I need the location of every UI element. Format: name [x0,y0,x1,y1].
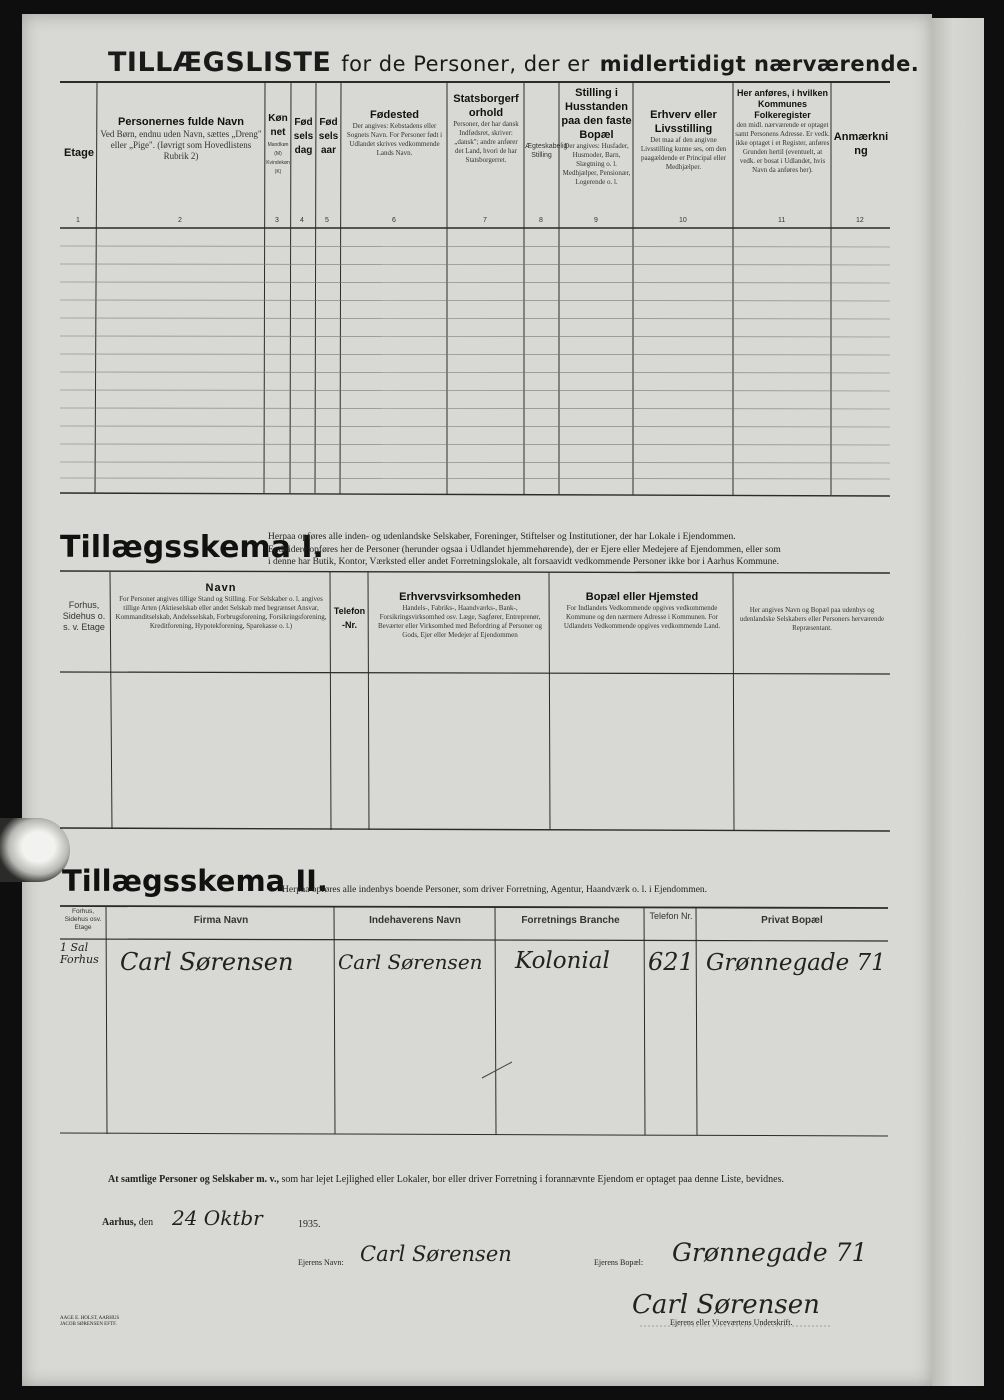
col-num: 9 [594,217,598,224]
col3-head: Kønnet Mandkøn (M) Kvindekøn (K) [266,113,290,175]
handwritten-firma: Carl Sørensen [120,948,294,976]
skema1-title: Tillægsskema I. [60,530,324,565]
col-num: 10 [679,217,687,224]
year: 1935. [298,1219,321,1230]
handwritten-signature: Carl Sørensen [632,1290,820,1320]
col-num: 8 [539,217,543,224]
printer-imprint: AAGE E. HOLST, AARHUS JACOB SØRENSEN EFTF. [60,1316,120,1327]
col9-head: Stilling i Husstanden paa den faste Bopæl Der angives: Husfader, Husmoder, Barn, Slægtning o. l. Medhjælper, Pensionær, Logerende o. l. [561,87,632,186]
col-num: 6 [392,217,396,224]
handwritten-owner-name: Carl Sørensen [360,1242,512,1266]
handwritten-owner-address: Grønnegade 71 [672,1238,868,1267]
s2-col-telefon: Telefon Nr. [649,911,693,921]
owner-name-label: Ejerens Navn: [298,1258,344,1267]
s1-col-navn: Navn For Personer angives tillige Stand og Stilling. For Selskaber o. l. angives tillige Arten (Aktieselskab eller andet Selskab med begrænset Ansvar, Kommanditselskab, Andelsselskab, Forbrugsforening, Forsikringsforening, Kreditforening, Hypotekforening, Sparekasse o. l.) [115,582,327,630]
attestation-rest: som har lejet Lejlighed eller Lokaler, bor eller driver Forretning i forannævnte Ejendom er optaget paa denne Liste, bevidnes. [281,1174,784,1185]
col7-head: Statsborgerforhold Personer, der har dansk Indfødsret, skriver: „dansk"; andre anfører det Land, hvori de har Statsborgerret. [453,93,519,164]
s2-col-etage: Forhus, Sidehus osv. Etage [64,908,102,931]
col-num: 11 [778,217,786,224]
handwritten-date: 24 Oktbr [172,1206,263,1230]
skema2-title: Tillægsskema II. [62,864,328,898]
s1-col-bopael: Bopæl eller Hjemsted For Indlandets Vedkommende opgives vedkommende Kommune og den nærmere Adresse i Kommunen. For Udlandets Vedkommende opgives vedkommende Land. [563,591,721,630]
handwritten-branche: Kolonial [515,948,610,974]
handwritten-etage: 1 Sal Forhus [60,941,99,966]
s2-col-branche: Forretnings Branche [521,915,620,926]
title-tillaegsliste: TILLÆGSLISTE [108,47,332,78]
col-num: 4 [300,217,304,224]
col-num: 5 [325,217,329,224]
col-num: 7 [483,217,487,224]
s2-col-bopael: Privat Bopæl [761,915,823,926]
place: Aarhus, [102,1217,137,1228]
s1-col-erhverv: Erhvervsvirksomheden Handels-, Fabriks-, Haandværks-, Bank-, Forsikringsvirksomhed osv. Læge, Sagfører, Entreprenør, Beværter eller Virksomhed med Befordring af Personer og Gods, Ejer eller Medejer af Ejendommen [377,591,543,639]
handwritten-telefon: 621 [648,948,694,976]
skema2-description: Herpaa opføres alle indenbys boende Personer, som driver Forretning, Agentur, Haandværk o. l. i Ejendommen. [282,885,708,895]
s1-col-etage: Forhus, Sidehus o. s. v. Etage [62,600,106,632]
col6-head: Fødested Der angives: Kebstadens eller Sognets Navn. For Personer født i Udlandet skrives vedkommende Lands Navn. [346,109,443,157]
s2-col-firma: Firma Navn [193,915,249,926]
col-num: 12 [856,217,864,224]
attestation-bold: At samtlige Personer og Selskaber m. v., [108,1174,280,1185]
col1-head: Etage [64,147,94,159]
handwritten-bopael: Grønnegade 71 [706,950,886,976]
handwritten-indehaver: Carl Sørensen [338,950,483,974]
signature-label: Ejerens eller Viceværtens Underskrift. [670,1318,793,1327]
col8-head: Ægteskabelig Stilling [525,143,568,159]
title-middle: for de Personer, der er [341,52,590,76]
col-num: 1 [76,217,80,224]
skema1-desc-line: i denne har Butik, Kontor, Værksted eller andet Forretningslokale, alt forsaavidt vedkommende Personer ikke bor i Aarhus Kommune. [268,557,780,567]
skema1-description [268,531,890,569]
col-num: 3 [275,217,279,224]
s2-col-indehaver: Indehaverens Navn [369,915,461,926]
col5-head: Fødselsaar [318,117,339,156]
col12-head: Anmærkning [833,131,889,157]
col-num: 2 [178,217,182,224]
s1-col-repraesentant: Her angives Navn og Bopæl paa udenbys og udenlandske Selskabers eller Personers herværende Repræsentant. [739,606,885,632]
skema1-desc-line: Endvidere opføres her de Personer (herunder ogsaa i Udlandet hjemmehørende), der er Ejere eller Medejere af Ejendommen, eller som [268,544,781,555]
attestation [108,1174,888,1185]
col10-head: Erhverv eller Livsstilling Det maa af den angivne Livsstilling kunne ses, om den paagældende er Principal eller Medhjælper. [640,109,727,171]
place-date [102,1217,153,1228]
title-end: midlertidigt nærværende. [599,52,920,76]
den-label: den [138,1217,154,1228]
col11-head: Her anføres, i hvilken Kommunes Folkeregister den midl. nærværende er optaget samt Personens Adresse. Er vedk. ikke optaget i et Register, anføres Grunden hertil (eventuelt, at vedk. er bosat i Udlandet, hvis Navn da anføres her). [735,88,830,174]
s1-col-telefon: Telefon-Nr. [333,606,366,630]
owner-address-label: Ejerens Bopæl: [594,1258,644,1267]
col4-head: Fødselsdag [293,117,314,156]
col2-head: Personernes fulde Navn Ved Børn, endnu uden Navn, sættes „Dreng" eller „Pige". (Iøvrigt som Hovedlistens Rubrik 2) [100,116,262,161]
skema1-desc-line: Herpaa opføres alle inden- og udenlandske Selskaber, Foreninger, Stiftelser og Institutioner, der har Lokale i Ejendommen. [268,532,736,542]
